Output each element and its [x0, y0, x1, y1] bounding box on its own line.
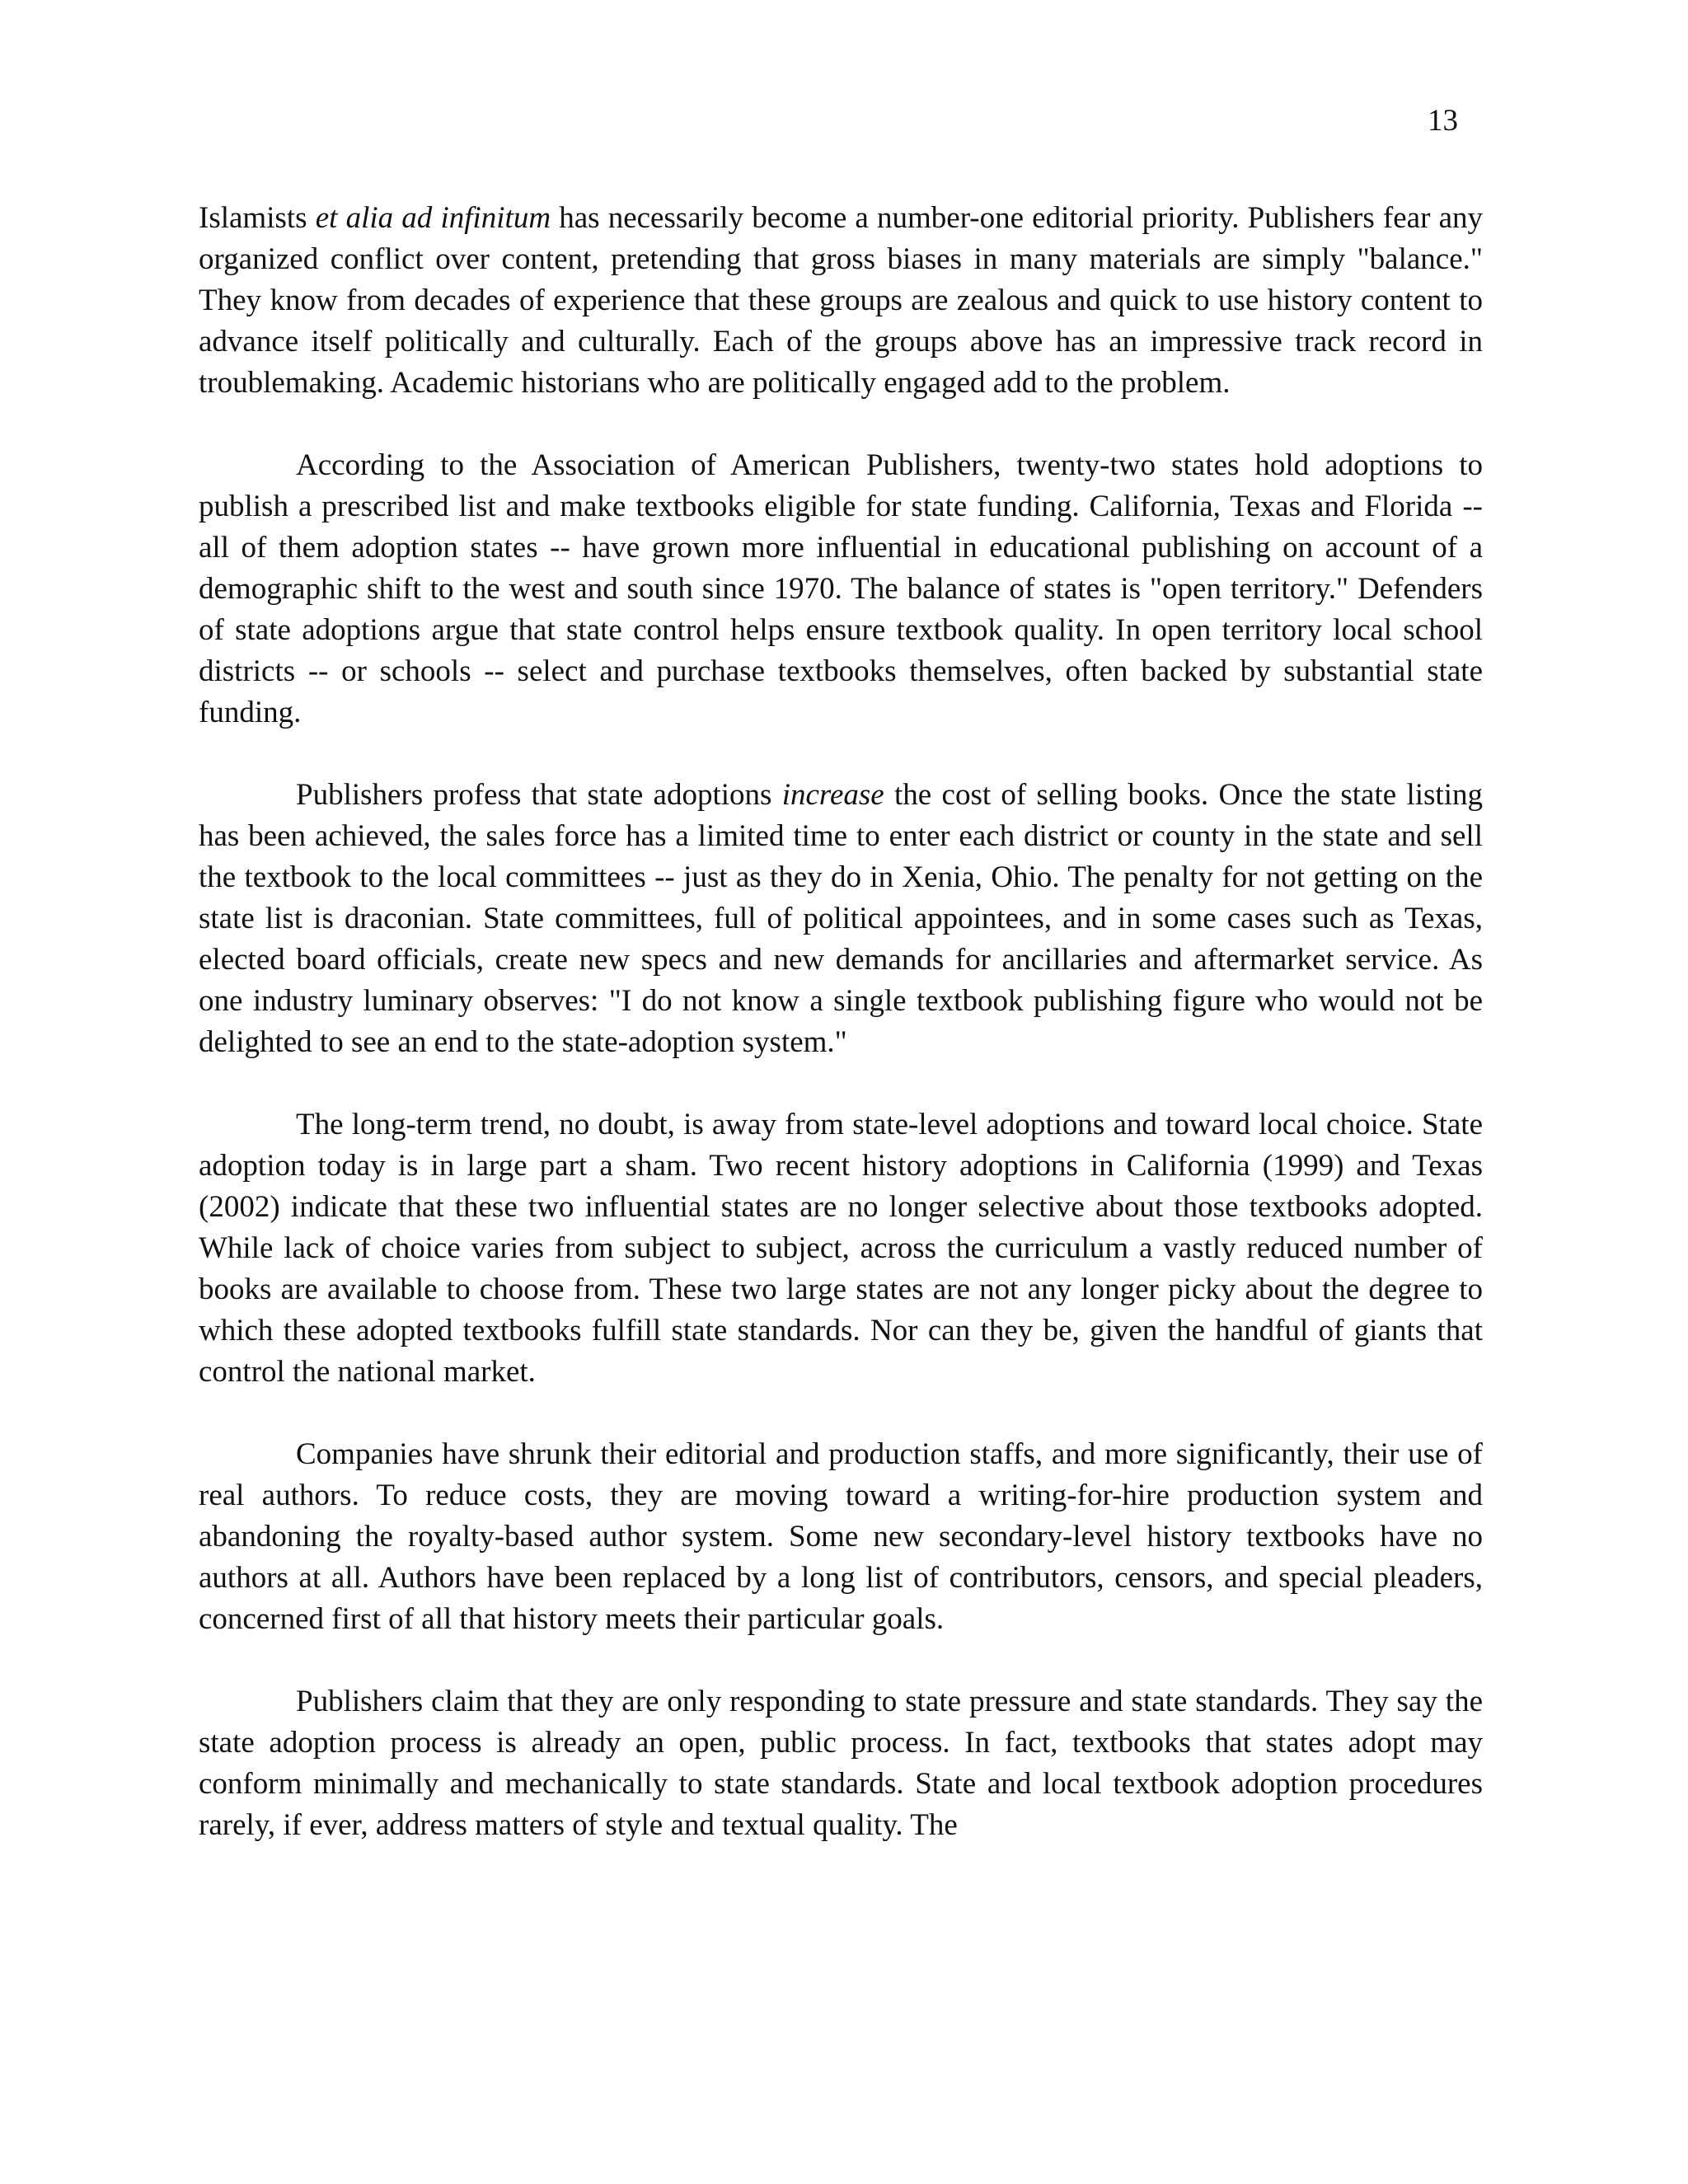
paragraph-text: the cost of selling books. Once the state listing has been achieved, the sales force has a limited time to enter each district or county in the state and sell the textbook to the local committees -- just as they do in Xenia, Ohio. The penalty for not getting on the state list is draconian. State committees, full of political appointees, and in some cases such as Texas, elected board officials, create new specs and new demands for ancillaries and aftermarket service. As one industry luminary observes: "I do not know a single textbook publishing figure who would not be delighted to see an end to the state-adoption system.": [199, 778, 1483, 1059]
paragraph-text: Publishers profess that state adoptions: [296, 778, 782, 812]
paragraph-4: [199, 1104, 1483, 1393]
document-body: [199, 198, 1483, 1887]
paragraph-3: [199, 775, 1483, 1063]
paragraph-6: [199, 1681, 1483, 1846]
paragraph-2: [199, 445, 1483, 733]
paragraph-text: According to the Association of American Publishers, twenty-two states hold adoptions to publish a prescribed list and make textbooks eligible for state funding. California, Texas and Florida -- all of them adoption states -- have grown more influential in educational publishing on account of a demographic shift to the west and south since 1970. The balance of states is "open territory." Defenders of state adoptions argue that state control helps ensure textbook quality. In open territory local school districts -- or schools -- select and purchase textbooks themselves, often backed by substantial state funding.: [199, 448, 1483, 729]
paragraph-text: Publishers claim that they are only responding to state pressure and state standards. They say the state adoption process is already an open, public process. In fact, textbooks that states adopt may conform minimally and mechanically to state standards. State and local textbook adoption procedures rarely, if ever, address matters of style and textual quality. The: [199, 1685, 1483, 1842]
paragraph-text: has necessarily become a number-one editorial priority. Publishers fear any organized conflict over content, pretending that gross biases in many materials are simply "balance." They know from decades of experience that these groups are zealous and quick to use history content to advance itself politically and culturally. Each of the groups above has an impressive track record in troublemaking. Academic historians who are politically engaged add to the problem.: [199, 201, 1483, 400]
page-number: 13: [1428, 104, 1458, 138]
paragraph-text: Islamists: [199, 201, 316, 235]
paragraph-1: [199, 198, 1483, 404]
paragraph-5: [199, 1434, 1483, 1640]
paragraph-text: Companies have shrunk their editorial and production staffs, and more significantly, their use of real authors. To reduce costs, they are moving toward a writing-for-hire production system and abandoning the royalty-based author system. Some new secondary-level history textbooks have no authors at all. Authors have been replaced by a long list of contributors, censors, and special pleaders, concerned first of all that history meets their particular goals.: [199, 1437, 1483, 1636]
italic-word: increase: [781, 778, 884, 812]
paragraph-text: The long-term trend, no doubt, is away from state-level adoptions and toward local choice. State adoption today is in large part a sham. Two recent history adoptions in California (1999) and Texas (2002) indicate that these two influential states are no longer selective about those textbooks adopted. While lack of choice varies from subject to subject, across the curriculum a vastly reduced number of books are available to choose from. These two large states are not any longer picky about the degree to which these adopted textbooks fulfill state standards. Nor can they be, given the handful of giants that control the national market.: [199, 1108, 1483, 1389]
italic-phrase: et alia ad infinitum: [315, 201, 551, 235]
